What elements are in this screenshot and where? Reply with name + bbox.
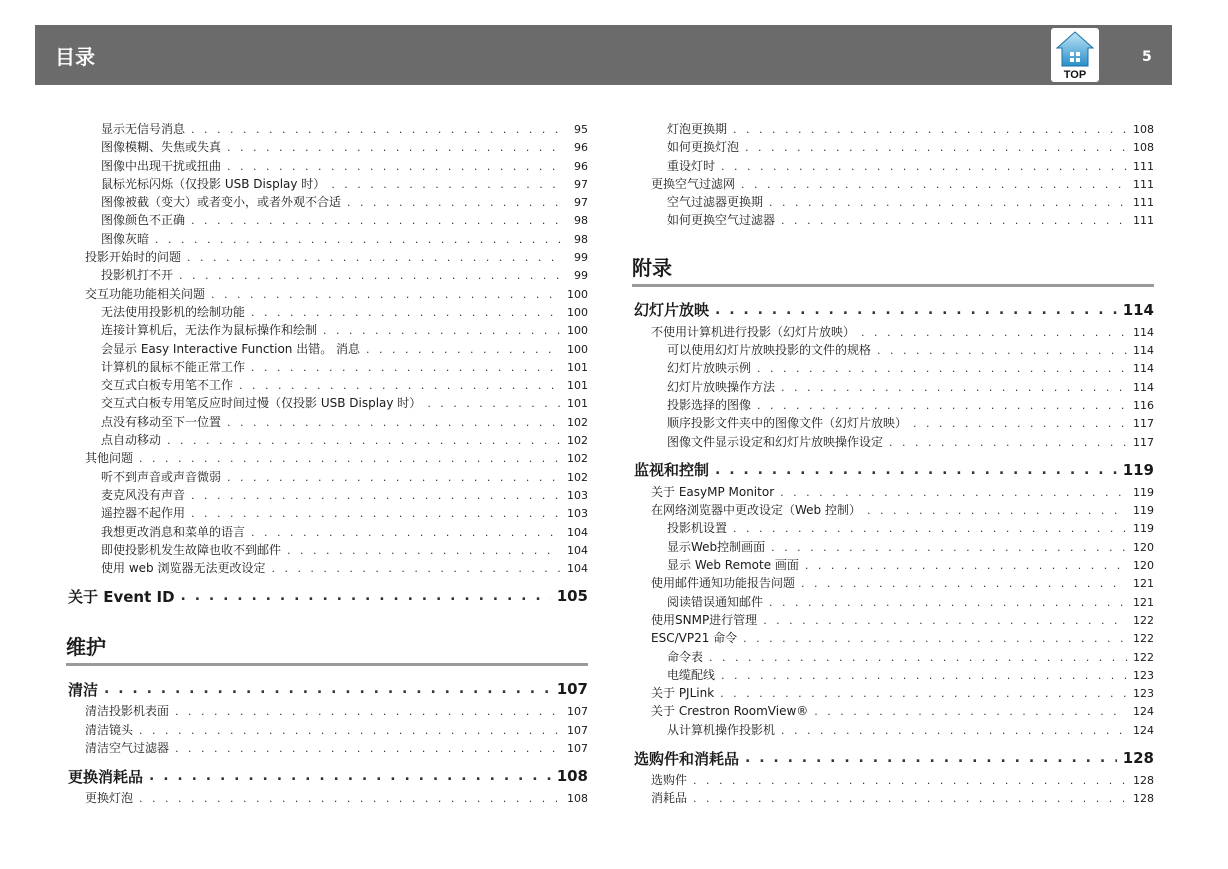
toc-entry-link[interactable] [634, 611, 1154, 629]
toc-chapter-link[interactable] [634, 297, 1154, 323]
dot-leader [167, 434, 561, 447]
toc-entry-link[interactable] [634, 501, 1154, 519]
dot-leader [179, 269, 562, 282]
toc-entry-title: 选购件和消耗品 [634, 749, 740, 768]
toc-page-number: 116 [1133, 398, 1154, 412]
toc-entry-link[interactable] [634, 359, 1154, 377]
toc-chapter-link[interactable] [68, 583, 588, 609]
dot-leader [721, 160, 1127, 173]
toc-entry-link[interactable] [68, 285, 588, 303]
dot-leader [745, 750, 1117, 766]
toc-entry-link[interactable] [68, 789, 588, 807]
toc-entry-link[interactable] [634, 702, 1154, 720]
toc-page-number: 104 [567, 562, 588, 576]
dot-leader [155, 233, 562, 246]
toc-entry-title: 点自动移动 [101, 433, 162, 448]
dot-leader [743, 632, 1127, 645]
toc-entry-link[interactable] [68, 523, 588, 541]
dot-leader [741, 178, 1127, 191]
toc-entry-title: 连接计算机后，无法作为鼠标操作和绘制 [101, 323, 318, 338]
dot-leader [781, 214, 1127, 227]
toc-page-number: 95 [574, 123, 588, 136]
toc-entry-link[interactable] [634, 789, 1154, 807]
toc-chapter-link[interactable] [68, 763, 588, 789]
toc-page-number: 114 [1133, 380, 1154, 394]
toc-entry-link[interactable] [68, 303, 588, 321]
toc-entry-title: 关于 PJLink [651, 686, 715, 701]
toc-page-number: 103 [567, 507, 588, 521]
toc-page-number: 96 [574, 159, 588, 173]
dot-leader [693, 774, 1127, 787]
page-header [35, 25, 1172, 85]
toc-page-number: 128 [1133, 774, 1154, 788]
toc-page-number: 101 [567, 379, 588, 393]
dot-leader [271, 562, 561, 575]
toc-page-number: 99 [574, 269, 588, 283]
toc-entry-title: 交互式白板专用笔反应时间过慢（仅投影 USB Display 时） [101, 396, 422, 411]
toc-page-number: 102 [567, 470, 588, 484]
dot-leader [104, 681, 551, 697]
toc-page-number: 108 [1133, 123, 1154, 136]
toc-entry-title: 在网络浏览器中更改设定（Web 控制） [651, 503, 861, 518]
dot-leader [877, 344, 1127, 357]
toc-entry-link[interactable] [68, 702, 588, 720]
dot-leader [251, 306, 561, 319]
toc-page-number: 100 [567, 342, 588, 356]
toc-entry-link[interactable] [68, 120, 588, 138]
page-number: 5 [1142, 49, 1152, 65]
toc-entry-link[interactable] [68, 486, 588, 504]
toc-entry-link[interactable] [634, 378, 1154, 396]
toc-page-number: 111 [1133, 177, 1154, 191]
toc-entry-title: 图像模糊、失焦或失真 [101, 140, 222, 155]
toc-entry-title: 麦克风没有声音 [101, 487, 186, 502]
toc-page-number: 122 [1133, 650, 1154, 664]
dot-leader [149, 768, 551, 784]
toc-entry-title: 清洁空气过滤器 [85, 741, 170, 756]
toc-entry-link[interactable] [68, 431, 588, 449]
dot-leader [227, 141, 562, 154]
toc-entry-title: 选购件 [651, 773, 688, 788]
toc-entry-link[interactable] [68, 504, 588, 522]
dot-leader [757, 399, 1127, 412]
toc-page-number: 101 [567, 397, 588, 411]
toc-entry-title: 更换消耗品 [68, 767, 144, 786]
dot-leader [780, 486, 1127, 499]
toc-entry-link[interactable] [68, 739, 588, 757]
toc-entry-link[interactable] [634, 593, 1154, 611]
toc-entry-link[interactable] [634, 157, 1154, 175]
dot-leader [771, 541, 1127, 554]
toc-entry-title: 交互式白板专用笔不工作 [101, 378, 234, 393]
toc-page-number: 97 [574, 196, 588, 210]
toc-entry-title: 关于 Crestron RoomView® [651, 704, 809, 719]
toc-entry-title: 使用邮件通知功能报告问题 [651, 576, 796, 591]
toc-entry-title: 阅读错误通知邮件 [667, 594, 764, 609]
toc-entry-title: 灯泡更换期 [667, 122, 728, 136]
toc-page-number: 120 [1133, 559, 1154, 573]
dot-leader [139, 724, 561, 737]
toc-entry-link[interactable] [68, 541, 588, 559]
toc-entry-title: 投影开始时的问题 [85, 250, 182, 265]
toc-entry-link[interactable] [68, 376, 588, 394]
toc-page-number: 102 [567, 452, 588, 466]
toc-entry-title: 会显示 Easy Interactive Function 出错。 消息 [101, 341, 361, 356]
toc-page-number: 128 [1122, 749, 1154, 768]
toc-entry-link[interactable] [634, 120, 1154, 138]
toc-entry-link[interactable] [634, 538, 1154, 556]
toc-entry-title: 顺序投影文件夹中的图像文件（幻灯片放映） [667, 416, 908, 431]
toc-entry-title: 不使用计算机进行投影（幻灯片放映） [651, 324, 856, 339]
toc-page-number: 120 [1133, 540, 1154, 554]
toc-chapter-link[interactable] [634, 457, 1154, 483]
toc-entry-link[interactable] [634, 483, 1154, 501]
toc-entry-title: 显示 Web Remote 画面 [667, 558, 799, 573]
dot-leader [757, 362, 1127, 375]
toc-page-number: 98 [574, 232, 588, 246]
toc-entry-title: 交互功能功能相关问题 [85, 286, 206, 301]
section-heading: 维护 [66, 631, 588, 666]
dot-leader [693, 792, 1127, 805]
toc-entry-title: 鼠标光标闪烁（仅投影 USB Display 时） [101, 176, 326, 191]
dot-leader [366, 343, 561, 356]
toc-entry-link[interactable] [68, 193, 588, 211]
toc-page-number: 119 [1133, 485, 1154, 499]
toc-entry-link[interactable] [68, 468, 588, 486]
toc-page-number: 124 [1133, 723, 1154, 737]
toc-page-number: 114 [1133, 362, 1154, 376]
toc-page-number: 104 [567, 543, 588, 557]
toc-page-number: 124 [1133, 705, 1154, 719]
dot-leader [801, 577, 1127, 590]
dot-leader [715, 302, 1117, 318]
dot-leader [227, 471, 561, 484]
toc-entry-title: 使用 web 浏览器无法更改设定 [101, 561, 266, 576]
toc-page-number: 117 [1133, 435, 1154, 449]
toc-page-number: 101 [567, 360, 588, 374]
top-label: TOP [1063, 69, 1087, 81]
dot-leader [191, 507, 561, 520]
page-title: 目录 [55, 45, 95, 69]
toc-page-number: 100 [567, 324, 588, 338]
toc-entry-link[interactable] [634, 556, 1154, 574]
toc-entry-title: 更换灯泡 [85, 791, 134, 806]
toc-entry-title: 清洁镜头 [85, 722, 134, 737]
dot-leader [191, 489, 561, 502]
toc-page-number: 102 [567, 434, 588, 448]
toc-entry-link[interactable] [634, 396, 1154, 414]
toc-page-number: 111 [1133, 159, 1154, 173]
toc-entry-title: ESC/VP21 命令 [651, 631, 738, 646]
toc-entry-title: 电缆配线 [667, 667, 716, 682]
toc-entry-title: 消耗品 [651, 791, 688, 806]
toc-page-number: 98 [574, 214, 588, 228]
toc-page-number: 108 [567, 792, 588, 806]
toc-page-number: 128 [1133, 792, 1154, 806]
dot-leader [769, 196, 1127, 209]
dot-leader [251, 361, 561, 374]
dot-leader [175, 742, 561, 755]
toc-entry-title: 幻灯片放映示例 [667, 361, 752, 376]
dot-leader [709, 651, 1127, 664]
dot-leader [913, 417, 1127, 430]
toc-entry-title: 关于 Event ID [68, 587, 175, 606]
toc-entry-title: 空气过滤器更换期 [667, 195, 764, 210]
dot-leader [323, 324, 561, 337]
toc-entry-link[interactable] [68, 559, 588, 577]
toc-page-number: 122 [1133, 613, 1154, 627]
toc-entry-link[interactable] [634, 211, 1154, 229]
toc-entry-link[interactable] [634, 574, 1154, 592]
toc-page-number: 107 [567, 705, 588, 719]
toc-page-number: 100 [567, 287, 588, 301]
toc-entry-title: 图像颜色不正确 [101, 213, 186, 228]
toc-page-number: 108 [556, 767, 588, 786]
toc-entry-link[interactable] [68, 211, 588, 229]
toc-entry-title: 投影机打不开 [101, 268, 174, 283]
toc-entry-title: 关于 EasyMP Monitor [651, 484, 775, 499]
toc-entry-link[interactable] [634, 341, 1154, 359]
toc-entry-link[interactable] [634, 684, 1154, 702]
dot-leader [721, 669, 1127, 682]
toc-entry-link[interactable] [68, 157, 588, 175]
toc-page-number: 123 [1133, 687, 1154, 701]
dot-leader [867, 504, 1127, 517]
toc-right-column [634, 120, 1154, 808]
toc-page-number: 121 [1133, 577, 1154, 591]
toc-entry-link[interactable] [634, 721, 1154, 739]
dot-leader [227, 416, 561, 429]
toc-page-number: 105 [556, 587, 588, 606]
toc-page-number: 121 [1133, 595, 1154, 609]
toc-entry-title: 投影选择的图像 [667, 397, 752, 412]
toc-entry-title: 我想更改消息和菜单的语言 [101, 524, 246, 539]
toc-entry-title: 从计算机操作投影机 [667, 722, 776, 737]
dot-leader [769, 596, 1127, 609]
toc-entry-title: 清洁投影机表面 [85, 704, 170, 719]
dot-leader [251, 526, 561, 539]
dot-leader [331, 178, 562, 191]
toc-page-number: 107 [556, 680, 588, 699]
section-heading: 附录 [632, 252, 1154, 287]
toc-entry-title: 图像灰暗 [101, 231, 150, 246]
toc-page-number: 117 [1133, 417, 1154, 431]
dot-leader [347, 196, 562, 209]
toc-page-number: 107 [567, 742, 588, 756]
toc-entry-title: 清洁 [68, 680, 99, 699]
toc-entry-link[interactable] [634, 519, 1154, 537]
toc-entry-link[interactable] [68, 175, 588, 193]
dot-leader [227, 160, 562, 173]
dot-leader [889, 436, 1127, 449]
dot-leader [720, 687, 1127, 700]
toc-entry-title: 显示无信号消息 [101, 122, 186, 136]
toc-page-number: 97 [574, 177, 588, 191]
toc-entry-title: 图像文件显示设定和幻灯片放映操作设定 [667, 434, 884, 449]
dot-leader [181, 588, 551, 604]
dot-leader [175, 705, 561, 718]
dot-leader [715, 462, 1117, 478]
toc-chapter-link[interactable] [634, 745, 1154, 771]
toc-page-number: 119 [1122, 460, 1154, 479]
dot-leader [745, 141, 1127, 154]
toc-page-number: 102 [567, 415, 588, 429]
toc-entry-link[interactable] [68, 340, 588, 358]
toc-entry-title: 显示Web控制画面 [667, 539, 766, 554]
toc-entry-title: 计算机的鼠标不能正常工作 [101, 359, 246, 374]
toc-chapter-link[interactable] [68, 676, 588, 702]
dot-leader [211, 288, 561, 301]
house-icon [1051, 28, 1099, 72]
dot-leader [191, 123, 562, 136]
toc-page-number: 103 [567, 488, 588, 502]
toc-entry-title: 投影机设置 [667, 521, 728, 536]
toc-page-number: 104 [567, 525, 588, 539]
top-home-icon[interactable] [1051, 28, 1099, 82]
toc-entry-link[interactable] [634, 323, 1154, 341]
toc-entry-title: 如何更换空气过滤器 [667, 213, 776, 228]
toc-entry-link[interactable] [634, 666, 1154, 684]
toc-entry-link[interactable] [634, 433, 1154, 451]
toc-entry-link[interactable] [68, 266, 588, 284]
toc-entry-title: 无法使用投影机的绘制功能 [101, 304, 246, 319]
toc-entry-title: 如何更换灯泡 [667, 140, 740, 155]
toc-page-number: 111 [1133, 196, 1154, 210]
toc-entry-link[interactable] [68, 449, 588, 467]
toc-page-number: 111 [1133, 214, 1154, 228]
toc-entry-link[interactable] [68, 721, 588, 739]
toc-page-number: 99 [574, 251, 588, 265]
dot-leader [427, 397, 561, 410]
toc-left-column [68, 120, 588, 808]
toc-page-number: 123 [1133, 668, 1154, 682]
toc-page-number: 108 [1133, 141, 1154, 155]
toc-entry-link[interactable] [68, 230, 588, 248]
toc-page-number: 107 [567, 723, 588, 737]
toc-entry-title: 命令表 [667, 649, 704, 664]
toc-page-number: 100 [567, 305, 588, 319]
toc-entry-title: 图像中出现干扰或扭曲 [101, 158, 222, 173]
toc-entry-title: 重设灯时 [667, 158, 716, 173]
toc-page-number: 114 [1133, 325, 1154, 339]
toc-entry-title: 听不到声音或声音微弱 [101, 469, 222, 484]
dot-leader [861, 326, 1127, 339]
dot-leader [763, 614, 1127, 627]
dot-leader [805, 559, 1127, 572]
toc-entry-title: 可以使用幻灯片放映投影的文件的规格 [667, 343, 872, 358]
toc-entry-link[interactable] [634, 138, 1154, 156]
toc-page-number: 119 [1133, 504, 1154, 518]
toc-entry-link[interactable] [68, 248, 588, 266]
dot-leader [139, 792, 561, 805]
dot-leader [191, 214, 562, 227]
dot-leader [733, 522, 1127, 535]
toc-entry-title: 图像被截（变大）或者变小，或者外观不合适 [101, 195, 342, 210]
dot-leader [814, 705, 1127, 718]
dot-leader [287, 544, 561, 557]
toc-entry-title: 幻灯片放映 [634, 301, 710, 320]
toc-entry-link[interactable] [68, 358, 588, 376]
toc-entry-title: 幻灯片放映操作方法 [667, 379, 776, 394]
dot-leader [781, 724, 1127, 737]
toc-entry-link[interactable] [634, 648, 1154, 666]
toc-entry-link[interactable] [634, 414, 1154, 432]
toc-page-number: 114 [1133, 344, 1154, 358]
toc-entry-link[interactable] [68, 138, 588, 156]
toc-entry-title: 其他问题 [85, 451, 134, 466]
toc-entry-title: 使用SNMP进行管理 [651, 612, 758, 627]
toc-entry-link[interactable] [634, 629, 1154, 647]
toc-entry-title: 监视和控制 [634, 461, 710, 480]
toc-page-number: 96 [574, 141, 588, 155]
dot-leader [733, 123, 1127, 136]
dot-leader [239, 379, 561, 392]
toc-page-number: 122 [1133, 632, 1154, 646]
toc-page-number: 119 [1133, 522, 1154, 536]
toc-entry-title: 遥控器不起作用 [101, 506, 186, 521]
toc-entry-link[interactable] [634, 193, 1154, 211]
toc-page-number: 114 [1122, 300, 1154, 319]
dot-leader [781, 381, 1127, 394]
toc-entry-link[interactable] [68, 321, 588, 339]
toc-entry-title: 更换空气过滤网 [651, 176, 736, 191]
toc-entry-link[interactable] [634, 175, 1154, 193]
toc-entry-link[interactable] [68, 413, 588, 431]
toc-entry-link[interactable] [634, 771, 1154, 789]
dot-leader [139, 452, 561, 465]
dot-leader [187, 251, 562, 264]
toc-entry-title: 点没有移动至下一位置 [101, 414, 222, 429]
toc-entry-title: 即使投影机发生故障也收不到邮件 [101, 542, 282, 557]
toc-entry-link[interactable] [68, 394, 588, 412]
